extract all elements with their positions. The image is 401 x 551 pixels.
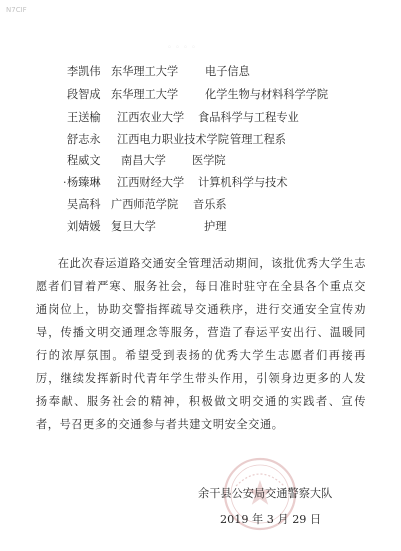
list-item xyxy=(0,63,401,81)
volunteer-name: 杨臻琳 xyxy=(67,176,101,189)
list-item xyxy=(0,131,401,149)
volunteer-school: 东华理工大学 xyxy=(111,65,179,78)
volunteer-name: 王送榆 xyxy=(67,111,101,124)
commended-volunteers-list xyxy=(0,0,401,270)
issuing-authority: 余干县公安局交通警察大队 xyxy=(198,487,333,500)
volunteer-school: 江西农业大学 xyxy=(117,111,185,124)
volunteer-name: 吴高科 xyxy=(67,198,101,211)
volunteer-name: 段智成 xyxy=(67,88,101,101)
volunteer-major: 护理 xyxy=(204,220,227,233)
volunteer-school: 南昌大学 xyxy=(121,154,166,167)
commendation-paragraph: 在此次春运道路交通安全管理活动期间，该批优秀大学生志愿者们冒着严寒、服务社会，每日准时驻守在全县各个重点交通岗位上，协助交警指挥疏导交通秩序，进行交通安全宣传劝导，传播文明交通理念等服务，营造了春运平安出行、温暖同行的浓厚氛围。希望受到表扬的优秀大学生志愿者们再接再厉，继续发挥新时代青年学生带头作用，引领身边更多的人发扬奉献、服务社会的精神，积极做文明交通的实践者、宣传者，号召更多的交通参与者共建文明安全交通。 xyxy=(36,257,366,431)
volunteer-major: 食品科学与工程专业 xyxy=(198,111,299,124)
issue-date: 2019 年 3 月 29 日 xyxy=(220,513,322,526)
bullet-mark: · xyxy=(63,176,67,189)
volunteer-major: 电子信息 xyxy=(205,65,250,78)
volunteer-major: 管理工程系 xyxy=(230,133,286,146)
volunteer-school: 广西师范学院 xyxy=(111,198,179,211)
volunteer-major: 化学生物与材料科学学院 xyxy=(205,88,329,101)
volunteer-name: 李凯伟 xyxy=(67,65,101,78)
volunteer-school: 复旦大学 xyxy=(111,220,156,233)
list-item xyxy=(0,218,401,236)
list-item xyxy=(0,152,401,170)
list-item xyxy=(0,109,401,127)
volunteer-major: 计算机科学与技术 xyxy=(198,176,288,189)
volunteer-major: 医学院 xyxy=(192,154,226,167)
volunteer-school: 东华理工大学 xyxy=(111,88,179,101)
volunteer-school: 江西电力职业技术学院 xyxy=(117,133,229,146)
volunteer-school: 江西财经大学 xyxy=(117,176,185,189)
faint-header: 。。。。 xyxy=(168,40,204,49)
list-item xyxy=(0,86,401,104)
volunteer-name: 舒志永 xyxy=(67,133,101,146)
volunteer-major: 音乐系 xyxy=(193,198,227,211)
volunteer-name: 刘婧媛 xyxy=(67,220,101,233)
volunteer-name: 程威文 xyxy=(67,154,101,167)
scan-mark-text: N7CIF xyxy=(6,6,27,14)
list-item xyxy=(0,196,401,214)
list-item xyxy=(0,174,401,192)
